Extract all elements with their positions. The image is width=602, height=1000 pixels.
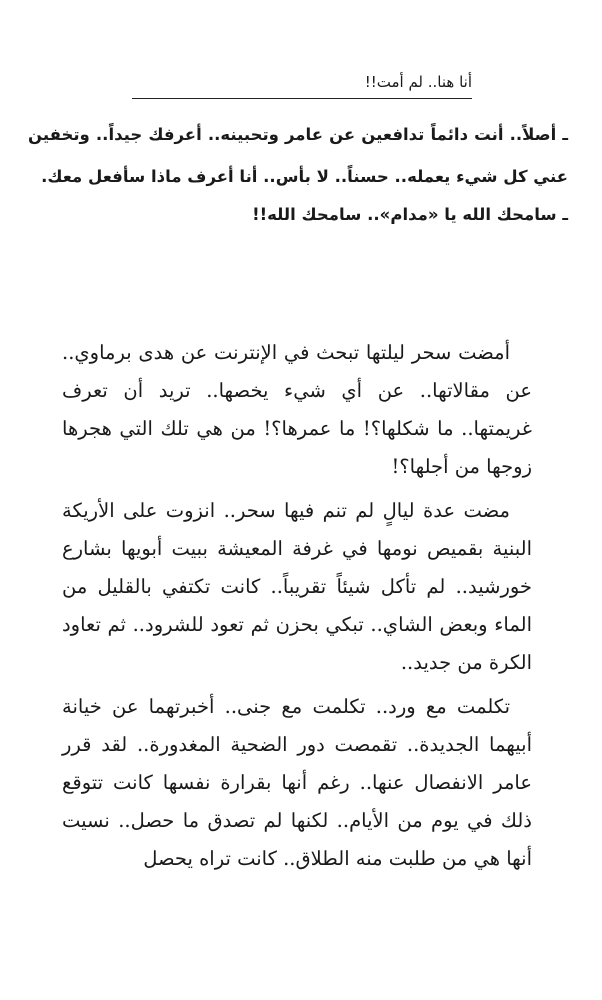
running-header: أنا هنا.. لم أمت!! [132,72,472,99]
paragraph: أمضت سحر ليلتها تبحث في الإنترنت عن هدى برماوي.. عن مقالاتها.. عن أي شيء يخصها.. تريد أن تعرف غريمتها.. ما شكلها؟! ما عمرها؟! من هي تلك التي هجرها زوجها من أجلها؟! [62,341,532,478]
dialogue-line: ـ سامحك الله يا «مدام».. سامحك الله!! [252,205,568,224]
dialogue-line: ـ أصلاً.. أنت دائماً تدافعين عن عامر وتحبينه.. أعرفك جيداً.. وتخفين عني كل شيء يعمله.. حسناً.. لا بأس.. أنا أعرف ماذا سأفعل معك. [28,125,568,186]
paragraph: مضت عدة ليالٍ لم تنم فيها سحر.. انزوت على الأريكة البنية بقميص نومها في غرفة المعيشة ببيت أبويها بشارع خورشيد.. لم تأكل شيئاً تقريباً.. كانت تكتفي بالقليل من الماء وبعض الشاي.. تبكي بحزن ثم تعود للشرود.. ثم تعاود الكرة من جديد.. [62,499,532,674]
paragraph: تكلمت مع ورد.. تكلمت مع جنى.. أخبرتهما عن خيانة أبيهما الجديدة.. تقمصت دور الضحية المغدورة.. لقد قرر عامر الانفصال عنها.. رغم أنها بقرارة نفسها كانت تتوقع ذلك في يوم من الأيام.. لكنها لم تصدق ما حصل.. نسيت أنها هي من طلبت منه الطلاق.. كانت تراه يحصل [62,695,532,870]
dialogue-block [28,114,568,232]
body-text [62,334,532,884]
